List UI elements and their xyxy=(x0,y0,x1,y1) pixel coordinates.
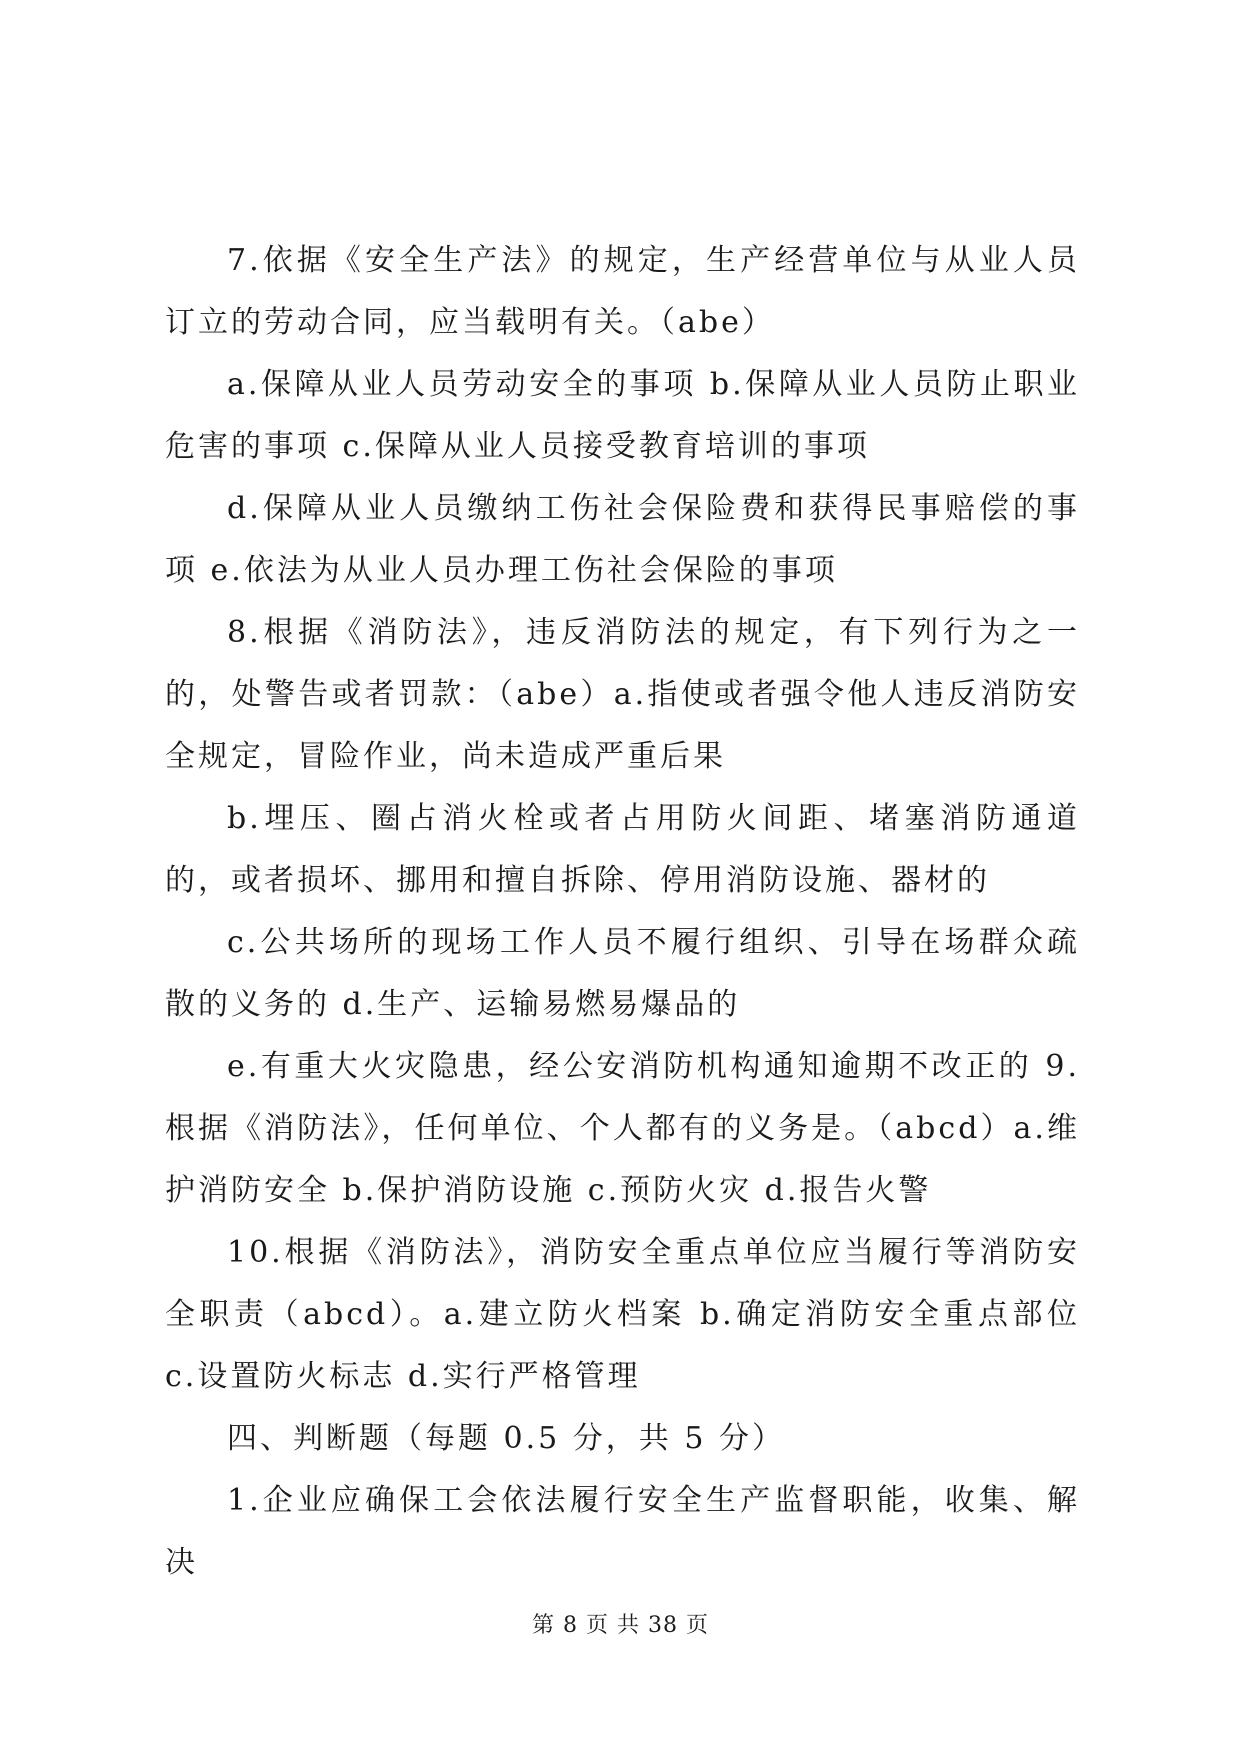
section-heading-true-false: 四、判断题（每题 0.5 分，共 5 分） xyxy=(227,1421,785,1456)
page-number-footer: 第 8 页 共 38 页 xyxy=(532,1613,709,1638)
paragraph-q8-options-cd: c.公共场所的现场工作人员不履行组织、引导在场群众疏散的义务的 d.生产、运输易燃易爆品的 xyxy=(165,925,1080,1022)
paragraph-q7-options-de: d.保障从业人员缴纳工伤社会保险费和获得民事赔偿的事项 e.依法为从业人员办理工伤社会保险的事项 xyxy=(165,491,1080,588)
paragraph-q7-options-abc: a.保障从业人员劳动安全的事项 b.保障从业人员防止职业危害的事项 c.保障从业人员接受教育培训的事项 xyxy=(165,367,1080,464)
paragraph-q10: 10.根据《消防法》，消防安全重点单位应当履行等消防安全职责（abcd）。a.建立防火档案 b.确定消防安全重点部位 c.设置防火标志 d.实行严格管理 xyxy=(165,1235,1080,1394)
paragraph-q7: 7.依据《安全生产法》的规定，生产经营单位与从业人员订立的劳动合同，应当载明有关。（abe） xyxy=(165,243,1080,340)
paragraph-q8-option-e-q9: e.有重大火灾隐患，经公安消防机构通知逾期不改正的 9.根据《消防法》，任何单位、个人都有的义务是。（abcd）a.维护消防安全 b.保护消防设施 c.预防火灾 d.报告火警 xyxy=(165,1049,1080,1208)
paragraph-q8: 8.根据《消防法》，违反消防法的规定，有下列行为之一的，处警告或者罚款：（abe）a.指使或者强令他人违反消防安全规定，冒险作业，尚未造成严重后果 xyxy=(165,615,1080,774)
paragraph-tf-q1: 1.企业应确保工会依法履行安全生产监督职能，收集、解决 xyxy=(165,1483,1080,1580)
document-body xyxy=(165,230,1080,1594)
paragraph-q8-option-b: b.埋压、圈占消火栓或者占用防火间距、堵塞消防通道的，或者损坏、挪用和擅自拆除、停用消防设施、器材的 xyxy=(165,801,1080,898)
